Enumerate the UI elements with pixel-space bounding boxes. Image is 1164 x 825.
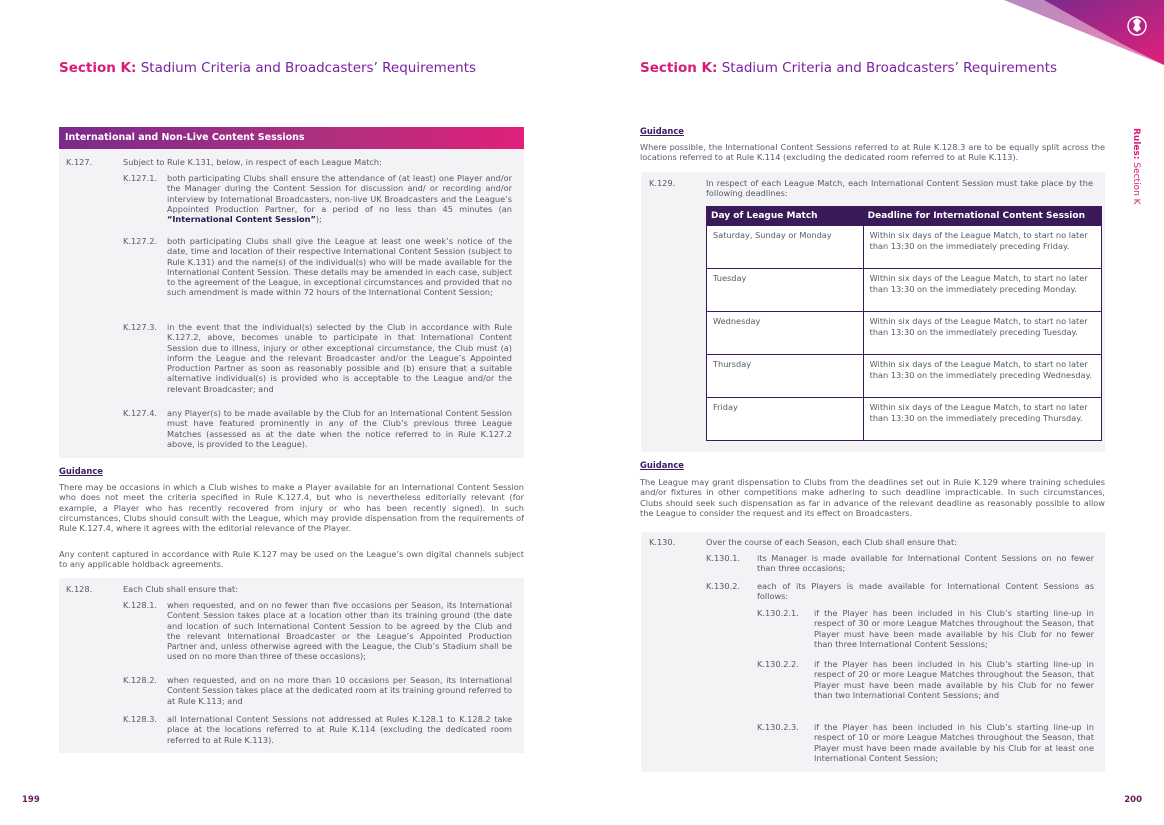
sub-rule-number: K.127.2. [123,236,158,246]
day-cell: Saturday, Sunday or Monday [707,226,864,269]
sub-rule-text: each of its Players is made available for International Content Sessions as follows: [757,581,1094,602]
sub-rule-text: when requested, and on no more than 10 occasions per Season, its International Content Session takes place at the dedicated room at its training ground referred to at Rule K.113; and [167,675,512,706]
table-row [707,312,1102,355]
page-number: 200 [1124,795,1142,805]
sub-rule-text: both participating Clubs shall give the League at least one week’s notice of the date, time and location of their respective International Content Session (subject to Rule K.131) and the name(s) of the individual(s) who will be made available for the International Content Session. These details may be amended in each case, subject to the agreement of the League, in exceptional circumstances and provided that no such amendment is made within 72 hours of the International Content Session; [167,236,512,298]
sub-sub-rule-number: K.130.2.2. [757,659,799,669]
page-header: Section K: Stadium Criteria and Broadcasters’ Requirements [59,60,477,76]
rule-text: In respect of each League Match, each International Content Session must take place by the following deadlines: [706,178,1093,199]
sub-rule-text: when requested, and on no fewer than five occasions per Season, its International Content Session takes place at a location other than its training ground (the date and location of such International Content Session to be agreed by the Club and the relevant International Broadcaster or the League’s Appointed Production Partner and, unless otherwise agreed with the League, the Club’s Stadium shall be used on no more than three of these occasions); [167,600,512,662]
section-title: International and Non-Live Content Sessions [59,127,524,149]
sub-rule-number: K.127.4. [123,408,158,418]
column-header: Deadline for International Content Session [863,207,1101,226]
sub-sub-rule-number: K.130.2.3. [757,722,799,732]
sub-rule-text: any Player(s) to be made available by the Club for an International Content Session must have featured prominently in any of the Club’s previous three League Matches (assessed as at the date when the notice referred to in Rule K.127.2 above, is provided to the League). [167,408,512,449]
guidance-heading: Guidance [640,126,684,136]
deadline-cell: Within six days of the League Match, to start no later than 13:30 on the immediately preceding Friday. [863,226,1101,269]
page-number: 199 [22,795,40,805]
deadline-table [706,206,1102,441]
rule-number: K.128. [66,584,93,594]
deadline-cell: Within six days of the League Match, to start no later than 13:30 on the immediately preceding Monday. [863,269,1101,312]
sub-rule-number: K.128.3. [123,714,158,724]
sub-sub-rule-text: if the Player has been included in his Club’s starting line-up in respect of 10 or more League Matches throughout the Season, that Player must have been made available by his Club for at least one International Content Session; [814,722,1094,763]
table-header-row [707,207,1102,226]
sub-sub-rule-number: K.130.2.1. [757,608,799,618]
sub-rule-number: K.128.1. [123,600,158,610]
sub-rule-number: K.127.3. [123,322,158,332]
sub-rule-text: both participating Clubs shall ensure the attendance of (at least) one Player and/or the Manager during the Content Session for discussion and/ or recording and/or interview by International Broadcasters, non-live UK Broadcasters and the League’s Appointed Production Partner, for a period of no less than 45 minutes (an “International Content Session”); [167,173,512,225]
column-header: Day of League Match [707,207,864,226]
table-row [707,226,1102,269]
sub-sub-rule-text: if the Player has been included in his Club’s starting line-up in respect of 20 or more League Matches throughout the Season, that Player must have been made available by his Club for no fewer than two International Content Sessions; and [814,659,1094,700]
day-cell: Wednesday [707,312,864,355]
right-page [582,0,1164,825]
day-cell: Thursday [707,355,864,398]
rule-text: Over the course of each Season, each Club shall ensure that: [706,537,957,547]
sub-sub-rule-text: if the Player has been included in his Club’s starting line-up in respect of 30 or more League Matches throughout the Season, that Player must have been made available by his Club for no fewer than three International Content Sessions; [814,608,1094,649]
rule-number: K.130. [649,537,676,547]
rule-text: Each Club shall ensure that: [123,584,238,594]
sub-rule-number: K.128.2. [123,675,158,685]
deadline-cell: Within six days of the League Match, to start no later than 13:30 on the immediately preceding Wednesday. [863,355,1101,398]
table-row [707,269,1102,312]
table-row [707,355,1102,398]
page-header: Section K: Stadium Criteria and Broadcasters’ Requirements [640,60,1058,76]
sub-rule-number: K.130.2. [706,581,741,591]
guidance-heading: Guidance [59,466,103,476]
deadline-cell: Within six days of the League Match, to start no later than 13:30 on the immediately preceding Thursday. [863,398,1101,441]
guidance-paragraph: Where possible, the International Content Sessions referred to at Rule K.128.3 are to be equally split across the locations referred to at Rule K.114 (excluding the dedicated room referred to at Rule K.113). [640,142,1105,163]
sub-rule-text: all International Content Sessions not addressed at Rules K.128.1 to K.128.2 take place at the locations referred to at Rule K.114 (excluding the dedicated room referred to at Rule K.113). [167,714,512,745]
guidance-paragraph: The League may grant dispensation to Clubs from the deadlines set out in Rule K.129 where training schedules and/or fixtures in other competitions make adhering to such deadline impracticable. In such circumstances, Clubs should seek such dispensation as far in advance of the relevant deadline as reasonably possible to allow the League to consider the request and its effect on Broadcasters. [640,477,1105,518]
guidance-paragraph: There may be occasions in which a Club wishes to make a Player available for an International Content Session who does not meet the criteria specified in Rule K.127.4, but who is nevertheless editorially relevant (for example, a Player who has recently recovered from injury or who has been recently signed). In such circumstances, Clubs should consult with the League, which may provide dispensation from the requirements of Rule K.127.4, where it agrees with the editorial relevance of the Player. [59,482,524,534]
sub-rule-text: its Manager is made available for International Content Sessions on no fewer than three occasions; [757,553,1094,574]
sub-rule-number: K.130.1. [706,553,741,563]
sub-rule-number: K.127.1. [123,173,158,183]
rule-number: K.127. [66,157,93,167]
sub-rule-text: in the event that the individual(s) selected by the Club in accordance with Rule K.127.2, above, becomes unable to participate in that International Content Session due to illness, injury or other exceptional circumstance, the Club must (a) inform the League and the relevant Broadcaster and/or the League’s Appointed Production Partner as soon as reasonably possible and (b) ensure that a suitable alternative individual(s) is provided who is acceptable to the League and/or the relevant Broadcaster; and [167,322,512,394]
day-cell: Friday [707,398,864,441]
rule-text: Subject to Rule K.131, below, in respect of each League Match: [123,157,382,167]
deadline-cell: Within six days of the League Match, to start no later than 13:30 on the immediately preceding Tuesday. [863,312,1101,355]
table-row [707,398,1102,441]
rule-number: K.129. [649,178,676,188]
day-cell: Tuesday [707,269,864,312]
guidance-paragraph: Any content captured in accordance with Rule K.127 may be used on the League’s own digital channels subject to any applicable holdback agreements. [59,549,524,570]
guidance-heading: Guidance [640,460,684,470]
side-section-tab: Rules: Section K [1131,128,1141,205]
